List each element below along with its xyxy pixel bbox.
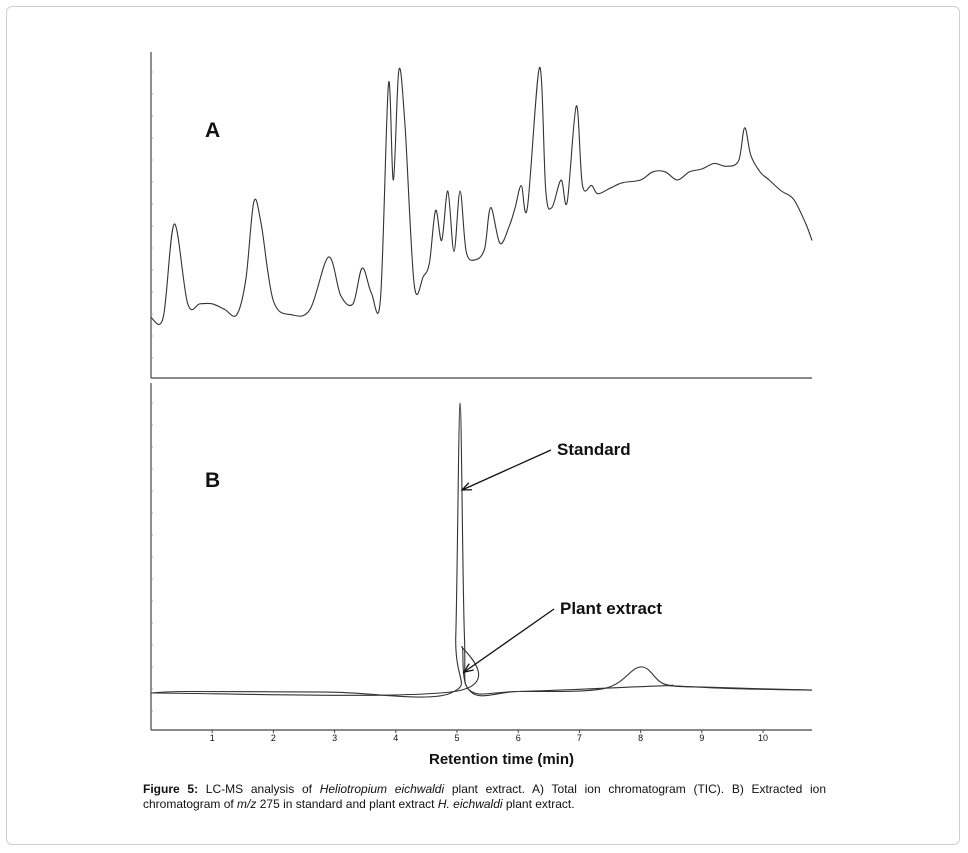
trace-a-tic xyxy=(151,67,812,324)
x-tick-label: 10 xyxy=(758,733,769,743)
panel-a-tic xyxy=(151,52,812,378)
x-tick-label: 9 xyxy=(699,733,705,743)
annotation-arrow-standard xyxy=(462,450,551,490)
panel-b-eic xyxy=(151,383,812,768)
x-tick-label: 8 xyxy=(638,733,644,743)
caption-text-3: 275 in standard and plant extract xyxy=(256,797,438,811)
x-tick-label: 5 xyxy=(454,733,460,743)
x-tick-label: 4 xyxy=(393,733,399,743)
panel-label-a: A xyxy=(205,119,221,142)
caption-figure-label: Figure 5: xyxy=(143,782,199,796)
x-tick-label: 6 xyxy=(515,733,521,743)
caption-species-abbr: H. eichwaldi xyxy=(437,797,503,811)
annotation-standard: Standard xyxy=(557,440,631,459)
annotation-arrowhead xyxy=(464,664,474,672)
x-tick-label: 2 xyxy=(270,733,276,743)
x-tick-label: 3 xyxy=(332,733,338,743)
x-axis-label: Retention time (min) xyxy=(429,751,574,768)
caption-text-4: plant extract. xyxy=(502,797,575,811)
annotation-plant-extract: Plant extract xyxy=(560,599,663,618)
caption-species: Heliotropium eichwaldi xyxy=(319,782,445,796)
caption-mz: m/z xyxy=(237,797,257,811)
annotation-arrow-plant-extract xyxy=(464,609,554,672)
caption-text-2: plant extract. A) Total ion chromatogram (TIC). B) Extracted ion chromatogram of xyxy=(143,782,826,811)
x-tick-label: 1 xyxy=(209,733,215,743)
figure-caption xyxy=(143,782,826,812)
caption-text-1: LC-MS analysis of xyxy=(198,782,320,796)
trace-b-standard xyxy=(151,403,812,697)
panel-label-b: B xyxy=(205,469,221,492)
x-tick-label: 7 xyxy=(576,733,582,743)
trace-b-plant-extract xyxy=(151,647,812,696)
